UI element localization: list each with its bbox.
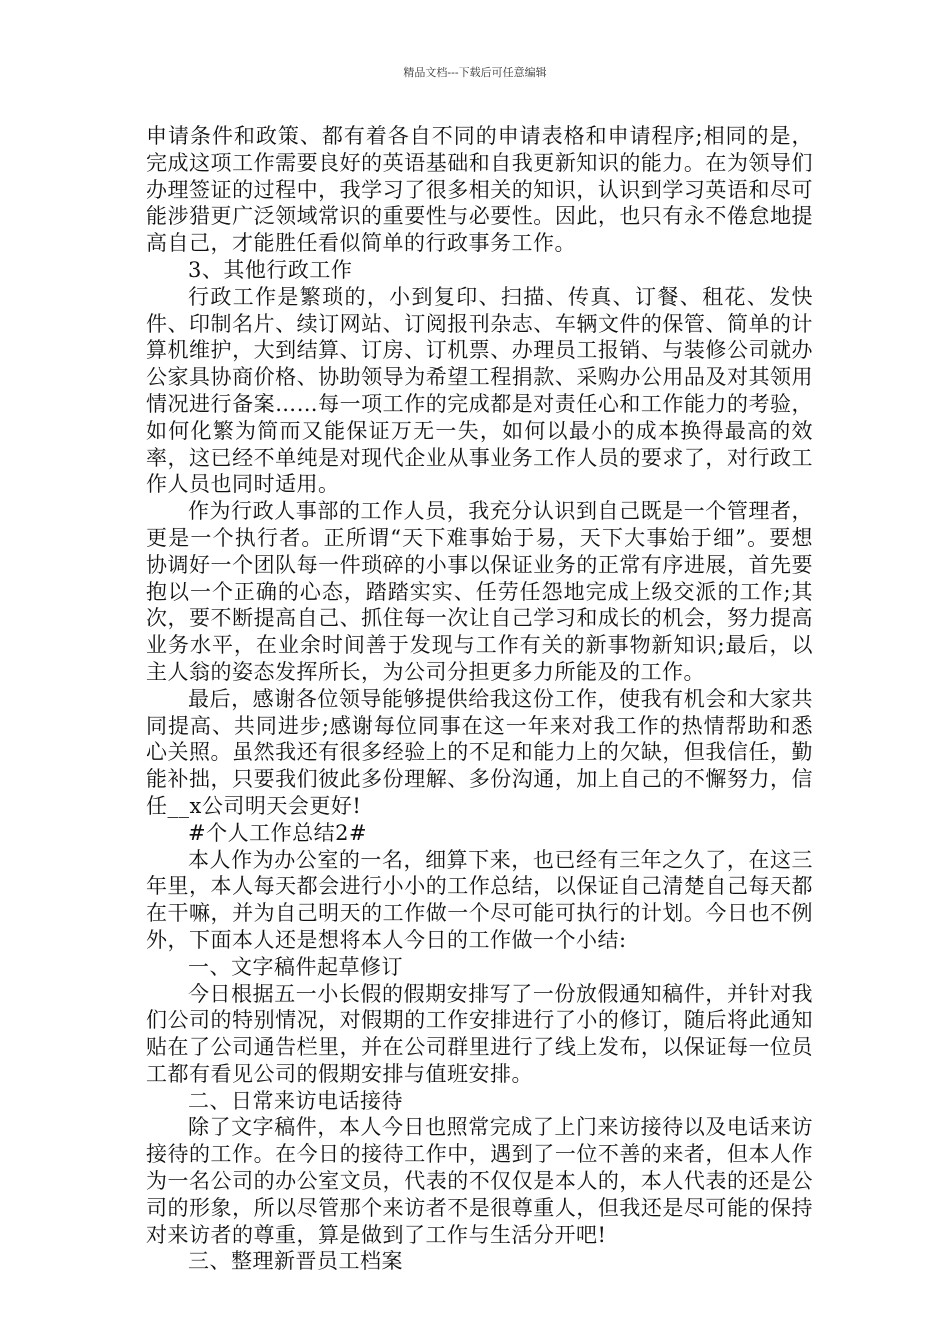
section-heading: 一、文字稿件起草修订: [188, 954, 403, 979]
page-header: 精品文档---下载后可任意编辑: [403, 66, 547, 79]
paragraph: 除了文字稿件，本人今日也照常完成了上门来访接待以及电话来访接待的工作。在今日的接待工作中，遇到了一位不善的来者，但本人作为一名公司的办公室文员，代表的不仅仅是本人的，本人代表的还是公司的形象，所以尽管那个来访者不是很尊重人，但我还是尽可能的保持对来访者的尊重，算是做到了工作与生活分开吧!: [146, 1115, 813, 1247]
section-heading: 3、其他行政工作: [188, 257, 353, 282]
section-heading: 二、日常来访电话接待: [188, 1088, 403, 1113]
document-body: [146, 123, 813, 1275]
section-heading: 三、整理新晋员工档案: [188, 1249, 403, 1274]
section-heading: #个人工作总结2#: [188, 820, 368, 845]
paragraph: 申请条件和政策、都有着各自不同的申请表格和申请程序;相同的是，完成这项工作需要良好的英语基础和自我更新知识的能力。在为领导们办理签证的过程中，我学习了很多相关的知识，认识到学习英语和尽可能涉猎更广泛领域常识的重要性与必要性。因此，也只有永不倦怠地提高自己，才能胜任看似简单的行政事务工作。: [146, 124, 813, 256]
paragraph: 最后，感谢各位领导能够提供给我这份工作，使我有机会和大家共同提高、共同进步;感谢每位同事在这一年来对我工作的热情帮助和悉心关照。虽然我还有很多经验上的不足和能力上的欠缺，但我信任，勤能补拙，只要我们彼此多份理解、多份沟通，加上自己的不懈努力，信任__x公司明天会更好!: [146, 686, 813, 818]
paragraph: 行政工作是繁琐的，小到复印、扫描、传真、订餐、租花、发快件、印制名片、续订网站、订阅报刊杂志、车辆文件的保管、简单的计算机维护，大到结算、订房、订机票、办理员工报销、与装修公司就办公家具协商价格、协助领导为希望工程捐款、采购办公用品及对其领用情况进行备案……每一项工作的完成都是对责任心和工作能力的考验，如何化繁为简而又能保证万无一失，如何以最小的成本换得最高的效率，这已经不单纯是对现代企业从事业务工作人员的要求了，对行政工作人员也同时适用。: [146, 284, 813, 497]
paragraph: 今日根据五一小长假的假期安排写了一份放假通知稿件，并针对我们公司的特别情况，对假期的工作安排进行了小的修订，随后将此通知贴在了公司通告栏里，并在公司群里进行了线上发布，以保证每一位员工都有看见公司的假期安排与值班安排。: [146, 981, 813, 1086]
paragraph: 作为行政人事部的工作人员，我充分认识到自己既是一个管理者，更是一个执行者。正所谓“天下难事始于易，天下大事始于细”。要想协调好一个团队每一件琐碎的小事以保证业务的正常有序进展，首先要抱以一个正确的心态，踏踏实实、任劳任怨地完成上级交派的工作;其次，要不断提高自己、抓住每一次让自己学习和成长的机会，努力提高业务水平，在业余时间善于发现与工作有关的新事物新知识;最后，以主人翁的姿态发挥所长，为公司分担更多力所能及的工作。: [146, 499, 813, 684]
paragraph: 本人作为办公室的一名，细算下来，也已经有三年之久了，在这三年里，本人每天都会进行小小的工作总结，以保证自己清楚自己每天都在干嘛，并为自己明天的工作做一个尽可能可执行的计划。今日也不例外，下面本人还是想将本人今日的工作做一个小结:: [146, 847, 813, 952]
